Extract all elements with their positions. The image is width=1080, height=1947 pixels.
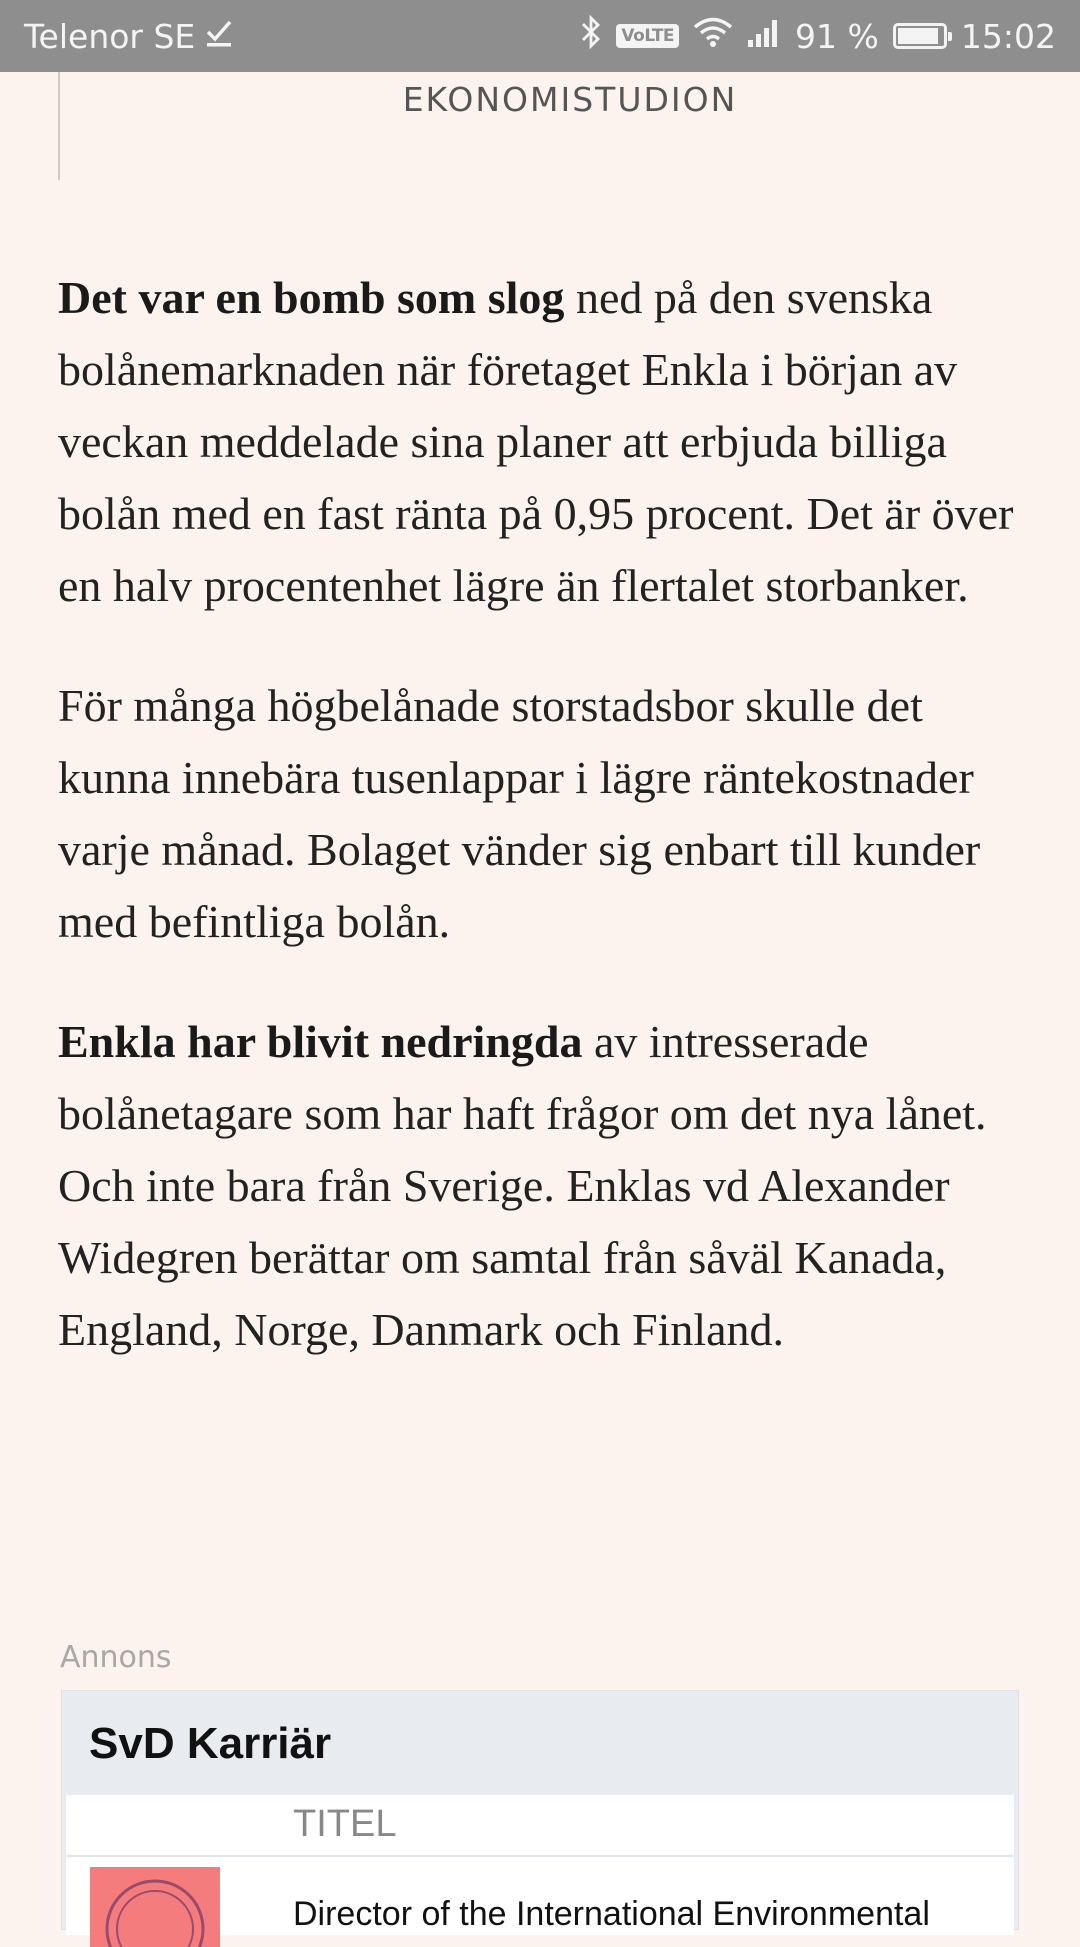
ad-label: Annons (60, 1640, 172, 1675)
paragraph-lead: Enkla har blivit nedringda (58, 1016, 583, 1067)
status-bar (0, 0, 1080, 72)
paragraph-text: av intresserade bolånetagare som har haft frågor om det nya lånet. Och inte bara från Sverige. Enklas vd Alexander Widegren berättar om samtal från såväl Kanada, England, Norge, Danmark och Finland. (58, 1016, 987, 1355)
battery-icon (893, 23, 947, 49)
job-row[interactable] (66, 1857, 1014, 1937)
paragraph-text: För många högbelånade storstadsbor skulle det kunna innebära tusenlappar i lägre räntekostnader varje månad. Bolaget vänder sig enbart till kunder med befintliga bolån. (58, 680, 981, 947)
signal-icon (747, 17, 781, 56)
article-paragraph (58, 1006, 1028, 1366)
wifi-icon (693, 16, 733, 56)
article-paragraph (58, 670, 1028, 958)
clock: 15:02 (960, 16, 1056, 56)
job-table-header (66, 1795, 1014, 1857)
job-table (66, 1795, 1014, 1935)
paragraph-lead: Det var en bomb som slog (58, 272, 565, 323)
job-title[interactable]: Director of the International Environmental (293, 1895, 930, 1933)
bluetooth-icon (580, 15, 602, 57)
battery-percent: 91 % (795, 16, 879, 56)
section-title: EKONOMISTUDION (402, 80, 738, 119)
carrier-name: Telenor SE (24, 16, 196, 56)
article-paragraph (58, 262, 1028, 622)
article-body (58, 262, 1028, 1414)
paragraph-text: ned på den svenska bolånemarknaden när företaget Enkla i början av veckan meddelade sina planer att erbjuda billiga bolån med en fast ränta på 0,95 procent. Det är över en halv procentenhet lägre än flertalet storbanker. (58, 272, 1014, 611)
ad-title: SvD Karriär (89, 1719, 332, 1768)
ad-widget[interactable] (61, 1690, 1019, 1933)
volte-icon: VoLTE (616, 24, 679, 48)
download-done-icon (205, 17, 233, 56)
column-header-title: TITEL (293, 1803, 397, 1845)
employer-logo (90, 1867, 220, 1947)
